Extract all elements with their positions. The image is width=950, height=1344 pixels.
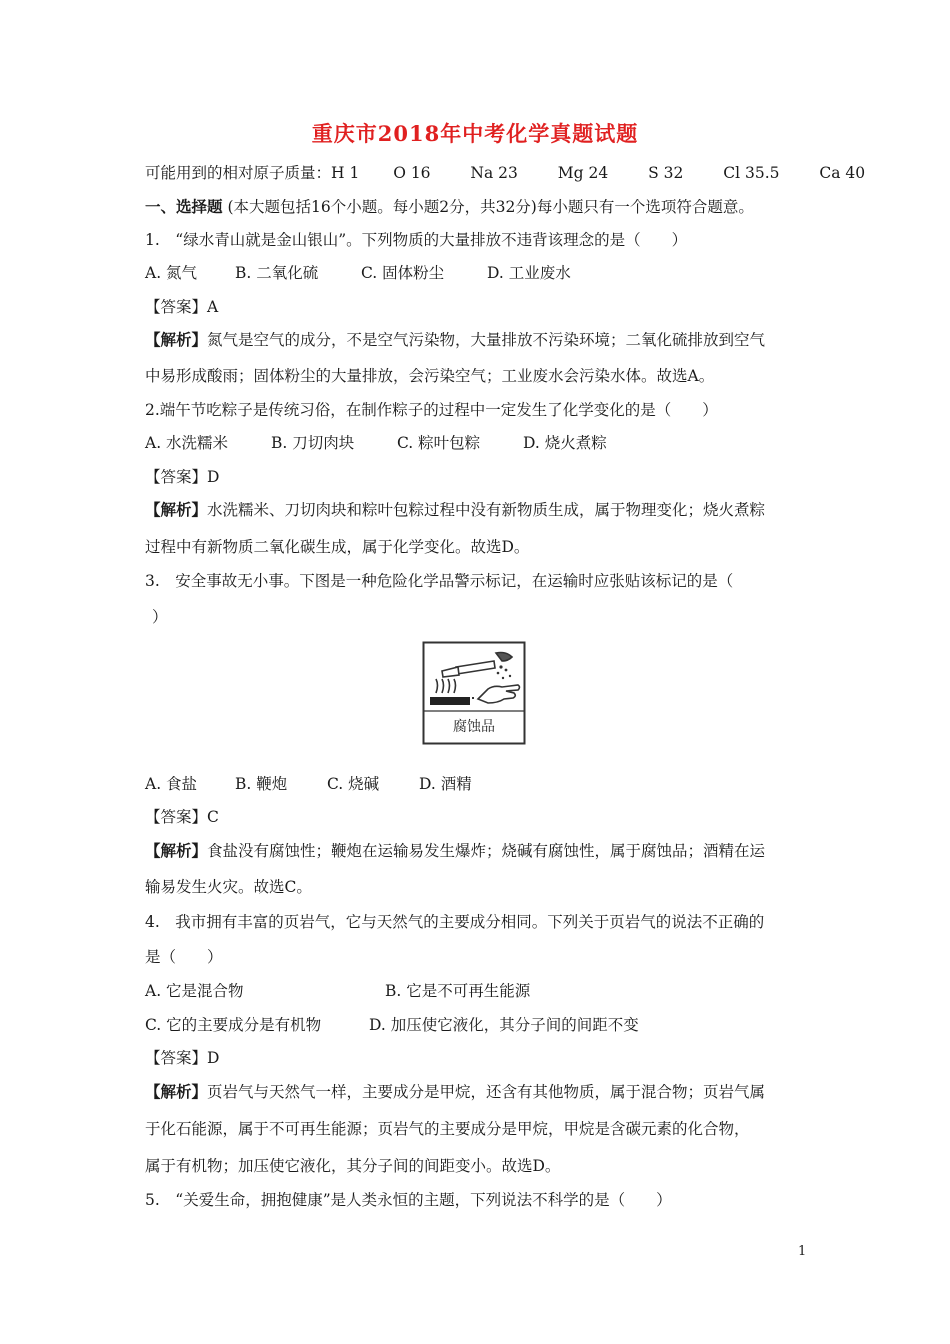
question-1-options bbox=[145, 262, 815, 284]
atomic-mass-line bbox=[145, 162, 866, 184]
question-3-stem: 3. 安全事故无小事。下图是一种危险化学品警示标记，在运输时应张贴该标记的是（ bbox=[145, 572, 734, 590]
section-heading-line bbox=[145, 196, 815, 218]
question-2-analysis bbox=[145, 499, 815, 521]
option-c: C. 固体粉尘 bbox=[361, 264, 445, 282]
question-1-stem: 1. “绿水青山就是金山银山”。下列物质的大量排放不违背该理念的是（ ） bbox=[145, 231, 688, 249]
atomic-mass-item: Ca 40 bbox=[819, 164, 866, 182]
sign-label: 腐蚀品 bbox=[453, 719, 495, 735]
atomic-mass-label: 可能用到的相对原子质量：H 1 bbox=[145, 164, 360, 182]
question-3-stem-end: ） bbox=[152, 608, 168, 626]
section-heading: 一、选择题 bbox=[145, 197, 223, 216]
corrosive-warning-sign bbox=[422, 641, 526, 745]
option-d: D. 加压使它液化，其分子间的间距不变 bbox=[369, 1016, 639, 1034]
question-3-options bbox=[145, 773, 815, 795]
metal-bar bbox=[430, 697, 470, 705]
analysis-text: 食盐没有腐蚀性；鞭炮在运输易发生爆炸；烧碱有腐蚀性，属于腐蚀品；酒精在运 bbox=[207, 842, 766, 860]
atomic-mass-item: O 16 bbox=[393, 164, 431, 182]
question-4-options-row2 bbox=[145, 1014, 815, 1036]
analysis-text: 属于有机物；加压使它液化，其分子间的间距变小。故选D。 bbox=[145, 1157, 561, 1175]
atomic-mass-item: S 32 bbox=[648, 164, 684, 182]
atomic-mass-item: Cl 35.5 bbox=[723, 164, 780, 182]
question-5-stem: 5. “关爱生命，拥抱健康”是人类永恒的主题，下列说法不科学的是（ ） bbox=[145, 1191, 672, 1209]
analysis-text: 输易发生火灾。故选C。 bbox=[145, 878, 312, 896]
atomic-mass-item: Mg 24 bbox=[557, 164, 609, 182]
option-b: B. 它是不可再生能源 bbox=[385, 982, 531, 1000]
option-a: A. 水洗糯米 bbox=[145, 434, 229, 452]
question-3-answer bbox=[145, 806, 815, 828]
question-4-options-row1 bbox=[145, 980, 815, 1002]
option-c: C. 烧碱 bbox=[327, 775, 380, 793]
option-a: A. 氮气 bbox=[145, 264, 198, 282]
option-c: C. 它的主要成分是有机物 bbox=[145, 1016, 322, 1034]
analysis-text: 页岩气与天然气一样，主要成分是甲烷，还含有其他物质，属于混合物；页岩气属 bbox=[207, 1083, 766, 1101]
answer-tag: 【答案】 bbox=[145, 298, 208, 316]
question-2-options bbox=[145, 432, 815, 454]
option-b: B. 鞭炮 bbox=[235, 775, 288, 793]
analysis-text: 氮气是空气的成分，不是空气污染物，大量排放不污染环境；二氧化硫排放到空气 bbox=[207, 331, 766, 349]
question-4-answer bbox=[145, 1047, 815, 1069]
option-d: D. 烧火煮粽 bbox=[523, 434, 607, 452]
question-2-stem: 2.端午节吃粽子是传统习俗，在制作粽子的过程中一定发生了化学变化的是（ ） bbox=[145, 401, 718, 419]
question-2-answer bbox=[145, 466, 815, 488]
answer-tag: 【答案】 bbox=[145, 808, 208, 826]
option-b: B. 二氧化硫 bbox=[235, 264, 319, 282]
option-a: A. 食盐 bbox=[145, 775, 198, 793]
answer-value: D bbox=[207, 1049, 220, 1067]
analysis-text: 过程中有新物质二氧化碳生成，属于化学变化。故选D。 bbox=[145, 538, 530, 556]
page-title: 重庆市2018年中考化学真题试题 bbox=[311, 121, 639, 146]
question-4-stem: 4. 我市拥有丰富的页岩气，它与天然气的主要成分相同。下列关于页岩气的说法不正确的 bbox=[145, 913, 765, 931]
answer-value: D bbox=[207, 468, 220, 486]
option-c: C. 粽叶包粽 bbox=[397, 434, 481, 452]
analysis-text: 水洗糯米、刀切肉块和粽叶包粽过程中没有新物质生成，属于物理变化；烧火煮粽 bbox=[207, 501, 766, 519]
analysis-text: 于化石能源，属于不可再生能源；页岩气的主要成分是甲烷，甲烷是含碳元素的化合物， bbox=[145, 1120, 750, 1138]
analysis-tag: 【解析】 bbox=[145, 1082, 208, 1101]
question-3-analysis bbox=[145, 840, 815, 862]
question-1-analysis bbox=[145, 329, 815, 351]
question-4-stem-end: 是（ ） bbox=[145, 948, 223, 966]
analysis-tag: 【解析】 bbox=[145, 330, 208, 349]
analysis-tag: 【解析】 bbox=[145, 500, 208, 519]
option-a: A. 它是混合物 bbox=[145, 982, 244, 1000]
answer-value: C bbox=[207, 808, 219, 826]
question-4-analysis bbox=[145, 1081, 815, 1103]
atomic-mass-item: Na 23 bbox=[470, 164, 518, 182]
option-b: B. 刀切肉块 bbox=[271, 434, 355, 452]
answer-tag: 【答案】 bbox=[145, 468, 208, 486]
analysis-text: 中易形成酸雨；固体粉尘的大量排放，会污染空气；工业废水会污染水体。故选A。 bbox=[145, 367, 715, 385]
section-description: (本大题包括16个小题。每小题2分，共32分)每小题只有一个选项符合题意。 bbox=[227, 198, 754, 216]
question-1-answer bbox=[145, 296, 815, 318]
page-number: 1 bbox=[798, 1244, 807, 1259]
option-d: D. 工业废水 bbox=[487, 264, 571, 282]
option-d: D. 酒精 bbox=[419, 775, 472, 793]
answer-value: A bbox=[207, 298, 219, 316]
answer-tag: 【答案】 bbox=[145, 1049, 208, 1067]
analysis-tag: 【解析】 bbox=[145, 841, 208, 860]
